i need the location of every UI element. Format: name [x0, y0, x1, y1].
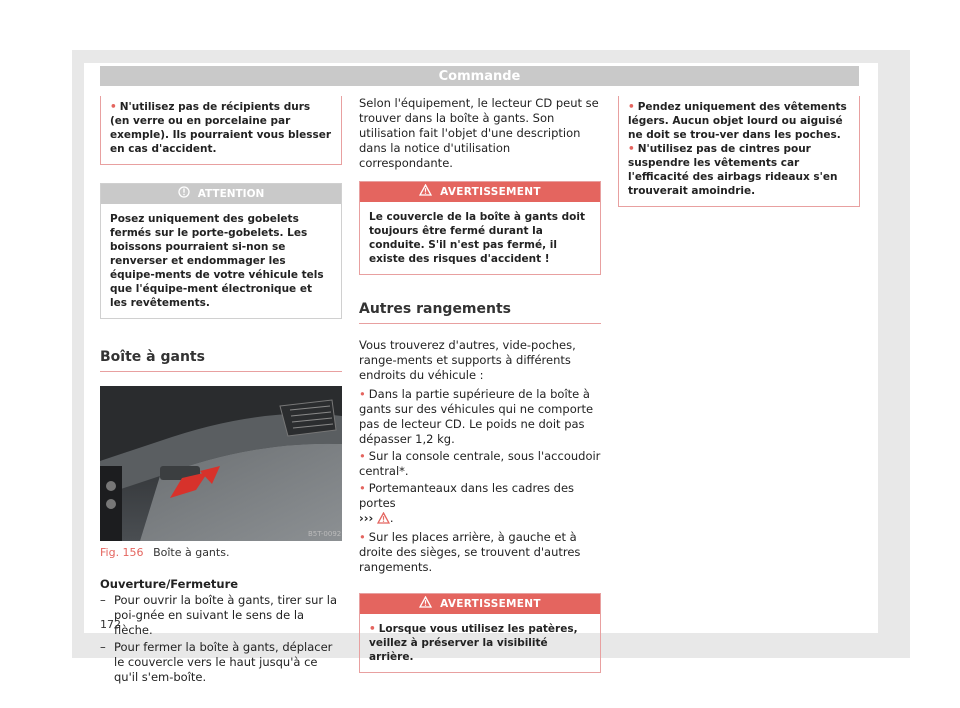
list-item	[359, 530, 601, 575]
chapter-header	[100, 66, 859, 86]
attention-box	[100, 183, 342, 319]
figure-number: Fig. 156	[100, 546, 144, 559]
warning-triangle-icon	[419, 596, 432, 612]
warning-text: Pendez uniquement des vêtements légers. Aucun objet lourd ou aiguisé ne doit se trou-ver dans les poches.	[628, 101, 847, 141]
warning-text: Lorsque vous utilisez les patères, veillez à préserver la visibilité arrière.	[369, 623, 578, 663]
warning-triangle-icon	[419, 184, 432, 200]
warning-triangle-icon[interactable]	[377, 512, 390, 528]
bullet: •	[359, 449, 366, 463]
bullet: •	[359, 387, 366, 401]
list-item-text: Dans la partie supérieure de la boîte à gants sur des véhicules qui ne comporte pas de lecteur CD. Le poids ne doit pas dépasser 1,2 kg.	[359, 387, 594, 446]
column-3	[618, 96, 860, 217]
chapter-title: Commande	[438, 68, 521, 84]
list-item	[628, 142, 850, 198]
list-item	[359, 449, 601, 479]
list-item	[100, 640, 342, 685]
bullet: •	[110, 101, 117, 113]
bullet: •	[359, 481, 366, 495]
section-title-glovebox: Boîte à gants	[100, 349, 342, 372]
attention-header	[101, 184, 341, 204]
list-item-text: Pour fermer la boîte à gants, déplacer le couvercle vers le haut jusqu'à ce qu'il s'em-boîte.	[114, 640, 333, 684]
list-item-text: Sur la console centrale, sous l'accoudoir central*.	[359, 449, 601, 478]
warning-box	[359, 593, 601, 673]
list-item-text: Portemanteaux dans les cadres des portes	[359, 481, 575, 510]
subhead-open-close: Ouverture/Fermeture	[100, 577, 239, 591]
storage-paragraph: Vous trouverez d'autres, vide-poches, range-ments et supports à différents endroits du véhicule :	[359, 338, 576, 382]
warning-label: AVERTISSEMENT	[440, 186, 541, 198]
bullet: •	[628, 143, 635, 155]
glovebox-illustration	[100, 386, 342, 541]
warning-header	[360, 594, 600, 614]
bullet: •	[369, 623, 376, 635]
info-circle-icon	[178, 186, 190, 202]
cross-reference-arrow[interactable]: ›››	[359, 511, 374, 525]
attention-label: ATTENTION	[197, 188, 265, 200]
list-item	[100, 593, 342, 638]
bullet: •	[628, 101, 635, 113]
column-1	[100, 96, 342, 685]
list-item	[359, 481, 601, 528]
warning-text: Le couvercle de la boîte à gants doit toujours être fermé durant la conduite. S'il n'est pas fermé, il existe des risques d'accident !	[369, 211, 585, 265]
figure-code: B5T-0092	[308, 530, 342, 538]
bullet: •	[359, 530, 366, 544]
list-item	[628, 100, 850, 142]
warning-text: N'utilisez pas de cintres pour suspendre les vêtements car l'efficacité des airbags rideaux s'en trouverait amoindrie.	[628, 143, 838, 197]
intro-paragraph: Selon l'équipement, le lecteur CD peut se trouver dans la boîte à gants. Son utilisation fait l'objet d'une description dans la notice d'utilisation correspondante.	[359, 96, 599, 170]
list-item-text: Sur les places arrière, à gauche et à droite des sièges, se trouvent d'autres rangements.	[359, 530, 581, 574]
warning-label: AVERTISSEMENT	[440, 598, 541, 610]
warning-continuation-box	[618, 96, 860, 207]
section-title-other-storage: Autres rangements	[359, 301, 601, 324]
warning-header	[360, 182, 600, 202]
column-2	[359, 96, 601, 683]
warning-text: N'utilisez pas de récipients durs (en verre ou en porcelaine par exemple). Ils pourraient vous blesser en cas d'accident.	[110, 101, 332, 155]
warning-box	[359, 181, 601, 275]
figure-caption	[100, 546, 342, 559]
list-item-text: Pour ouvrir la boîte à gants, tirer sur la poi-gnée en suivant le sens de la flèche.	[114, 593, 338, 637]
page-number: 172	[100, 618, 121, 631]
list-item	[359, 387, 601, 447]
warning-continuation-box	[100, 96, 342, 165]
glovebox-figure	[100, 386, 342, 541]
period: .	[389, 511, 394, 525]
dash: –	[100, 640, 106, 654]
dash: –	[100, 593, 106, 607]
attention-text: Posez uniquement des gobelets fermés sur le porte-gobelets. Les boissons pourraient si-non se renverser et endommager les équipe-ments de votre véhicule tels que l'équipe-ment électronique et les revêtements.	[110, 213, 324, 309]
figure-caption-text: Boîte à gants.	[153, 546, 230, 559]
